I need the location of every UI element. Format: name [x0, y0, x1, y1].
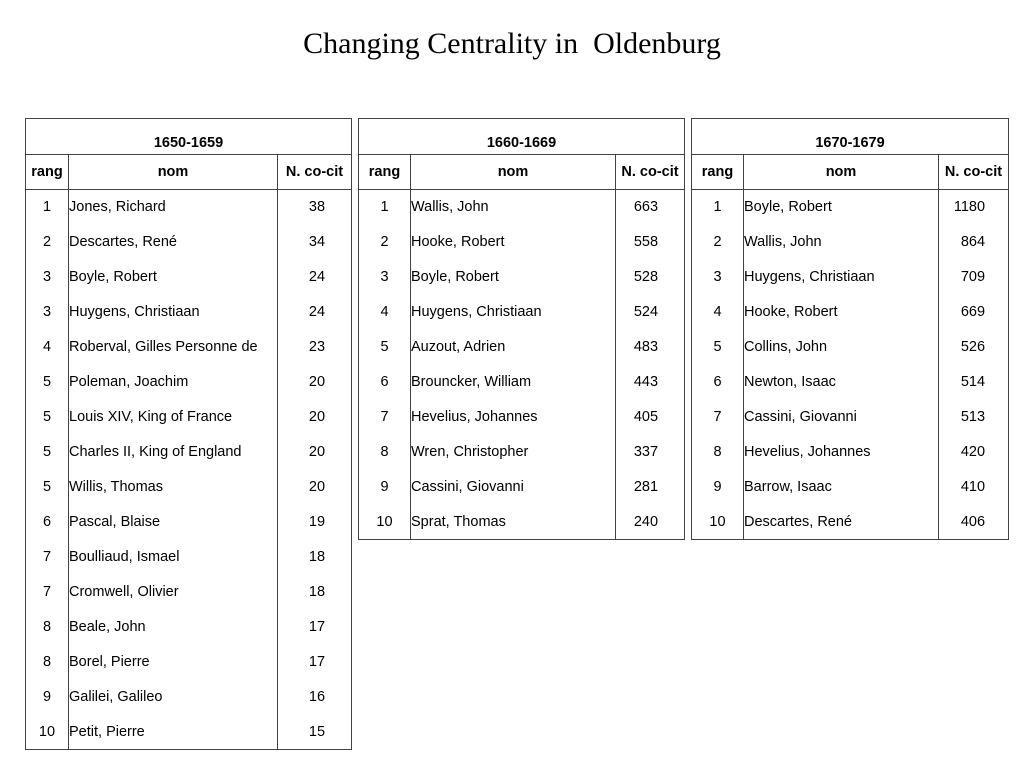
- co-citation-count-cell: 663: [616, 190, 685, 225]
- rank-cell: 5: [26, 435, 69, 470]
- co-citation-count-cell: 20: [278, 470, 352, 505]
- ranking-table-1660-1669: [358, 118, 685, 540]
- table-row: [26, 575, 352, 610]
- co-citation-count-cell: 513: [939, 400, 1009, 435]
- rank-cell: 9: [359, 470, 411, 505]
- table-row: [26, 260, 352, 295]
- table-row: [692, 260, 1009, 295]
- table-row: [359, 295, 685, 330]
- ranking-table-1670-1679: [691, 118, 1009, 540]
- name-cell: Hevelius, Johannes: [411, 400, 616, 435]
- period-header: 1660-1669: [359, 119, 685, 155]
- name-cell: Louis XIV, King of France: [69, 400, 278, 435]
- co-citation-count-cell: 410: [939, 470, 1009, 505]
- name-cell: Cassini, Giovanni: [744, 400, 939, 435]
- co-citation-count-cell: 669: [939, 295, 1009, 330]
- name-cell: Descartes, René: [69, 225, 278, 260]
- rank-cell: 4: [692, 295, 744, 330]
- table-row: [692, 330, 1009, 365]
- co-citation-count-cell: 20: [278, 400, 352, 435]
- name-cell: Brouncker, William: [411, 365, 616, 400]
- column-header-rank: rang: [692, 155, 744, 190]
- co-citation-count-cell: 18: [278, 540, 352, 575]
- name-cell: Cromwell, Olivier: [69, 575, 278, 610]
- name-cell: Wren, Christopher: [411, 435, 616, 470]
- co-citation-count-cell: 709: [939, 260, 1009, 295]
- rank-cell: 10: [26, 715, 69, 750]
- table-row: [26, 680, 352, 715]
- co-citation-count-cell: 17: [278, 610, 352, 645]
- rank-cell: 1: [359, 190, 411, 225]
- rank-cell: 3: [692, 260, 744, 295]
- name-cell: Huygens, Christiaan: [69, 295, 278, 330]
- name-cell: Auzout, Adrien: [411, 330, 616, 365]
- rank-cell: 7: [26, 540, 69, 575]
- table-row: [359, 435, 685, 470]
- table-row: [359, 260, 685, 295]
- name-cell: Hooke, Robert: [411, 225, 616, 260]
- table-row: [359, 330, 685, 365]
- co-citation-count-cell: 281: [616, 470, 685, 505]
- co-citation-count-cell: 514: [939, 365, 1009, 400]
- rank-cell: 8: [26, 645, 69, 680]
- period-header: 1650-1659: [26, 119, 352, 155]
- table-row: [26, 190, 352, 225]
- co-citation-count-cell: 24: [278, 295, 352, 330]
- co-citation-count-cell: 526: [939, 330, 1009, 365]
- column-header-count: N. co-cit: [616, 155, 685, 190]
- co-citation-count-cell: 38: [278, 190, 352, 225]
- column-header-name: nom: [744, 155, 939, 190]
- co-citation-count-cell: 18: [278, 575, 352, 610]
- name-cell: Pascal, Blaise: [69, 505, 278, 540]
- rank-cell: 2: [26, 225, 69, 260]
- table-row: [26, 645, 352, 680]
- co-citation-count-cell: 1180: [939, 190, 1009, 225]
- rank-cell: 1: [692, 190, 744, 225]
- co-citation-count-cell: 406: [939, 505, 1009, 540]
- rank-cell: 7: [692, 400, 744, 435]
- co-citation-count-cell: 23: [278, 330, 352, 365]
- table-row: [692, 470, 1009, 505]
- table-row: [692, 225, 1009, 260]
- table-row: [26, 435, 352, 470]
- name-cell: Boyle, Robert: [744, 190, 939, 225]
- table-row: [359, 505, 685, 540]
- table-row: [26, 400, 352, 435]
- name-cell: Poleman, Joachim: [69, 365, 278, 400]
- rank-cell: 2: [359, 225, 411, 260]
- rank-cell: 7: [26, 575, 69, 610]
- rank-cell: 3: [26, 260, 69, 295]
- column-header-name: nom: [69, 155, 278, 190]
- name-cell: Hooke, Robert: [744, 295, 939, 330]
- table-row: [692, 400, 1009, 435]
- column-header-count: N. co-cit: [939, 155, 1009, 190]
- rank-cell: 5: [692, 330, 744, 365]
- name-cell: Hevelius, Johannes: [744, 435, 939, 470]
- rank-cell: 6: [692, 365, 744, 400]
- co-citation-count-cell: 34: [278, 225, 352, 260]
- rank-cell: 5: [26, 470, 69, 505]
- table-row: [26, 715, 352, 750]
- co-citation-count-cell: 240: [616, 505, 685, 540]
- table-row: [26, 330, 352, 365]
- name-cell: Wallis, John: [744, 225, 939, 260]
- table-row: [359, 190, 685, 225]
- name-cell: Boulliaud, Ismael: [69, 540, 278, 575]
- co-citation-count-cell: 17: [278, 645, 352, 680]
- co-citation-count-cell: 16: [278, 680, 352, 715]
- table-row: [359, 470, 685, 505]
- rank-cell: 4: [359, 295, 411, 330]
- name-cell: Huygens, Christiaan: [744, 260, 939, 295]
- name-cell: Borel, Pierre: [69, 645, 278, 680]
- table-row: [26, 610, 352, 645]
- name-cell: Collins, John: [744, 330, 939, 365]
- table-row: [692, 190, 1009, 225]
- name-cell: Descartes, René: [744, 505, 939, 540]
- co-citation-count-cell: 20: [278, 435, 352, 470]
- rank-cell: 5: [26, 400, 69, 435]
- period-header: 1670-1679: [692, 119, 1009, 155]
- name-cell: Sprat, Thomas: [411, 505, 616, 540]
- name-cell: Willis, Thomas: [69, 470, 278, 505]
- rank-cell: 10: [359, 505, 411, 540]
- name-cell: Cassini, Giovanni: [411, 470, 616, 505]
- co-citation-count-cell: 24: [278, 260, 352, 295]
- table-row: [692, 435, 1009, 470]
- name-cell: Roberval, Gilles Personne de: [69, 330, 278, 365]
- column-header-rank: rang: [26, 155, 69, 190]
- co-citation-count-cell: 864: [939, 225, 1009, 260]
- rank-cell: 4: [26, 330, 69, 365]
- slide-title: Changing Centrality in Oldenburg: [303, 27, 721, 60]
- table-row: [26, 505, 352, 540]
- table-row: [692, 505, 1009, 540]
- co-citation-count-cell: 405: [616, 400, 685, 435]
- rank-cell: 9: [692, 470, 744, 505]
- table-row: [359, 365, 685, 400]
- co-citation-count-cell: 15: [278, 715, 352, 750]
- rank-cell: 3: [26, 295, 69, 330]
- name-cell: Barrow, Isaac: [744, 470, 939, 505]
- name-cell: Jones, Richard: [69, 190, 278, 225]
- rank-cell: 5: [26, 365, 69, 400]
- co-citation-count-cell: 20: [278, 365, 352, 400]
- column-header-rank: rang: [359, 155, 411, 190]
- co-citation-count-cell: 443: [616, 365, 685, 400]
- table-row: [692, 365, 1009, 400]
- rank-cell: 3: [359, 260, 411, 295]
- column-header-name: nom: [411, 155, 616, 190]
- name-cell: Boyle, Robert: [69, 260, 278, 295]
- table-row: [692, 295, 1009, 330]
- rank-cell: 1: [26, 190, 69, 225]
- co-citation-count-cell: 420: [939, 435, 1009, 470]
- name-cell: Wallis, John: [411, 190, 616, 225]
- co-citation-count-cell: 524: [616, 295, 685, 330]
- table-row: [26, 470, 352, 505]
- name-cell: Newton, Isaac: [744, 365, 939, 400]
- table-row: [26, 540, 352, 575]
- name-cell: Huygens, Christiaan: [411, 295, 616, 330]
- table-row: [26, 225, 352, 260]
- rank-cell: 9: [26, 680, 69, 715]
- co-citation-count-cell: 337: [616, 435, 685, 470]
- table-row: [359, 400, 685, 435]
- co-citation-count-cell: 558: [616, 225, 685, 260]
- name-cell: Charles II, King of England: [69, 435, 278, 470]
- name-cell: Petit, Pierre: [69, 715, 278, 750]
- name-cell: Beale, John: [69, 610, 278, 645]
- rank-cell: 6: [26, 505, 69, 540]
- rank-cell: 2: [692, 225, 744, 260]
- ranking-table-1650-1659: [25, 118, 352, 750]
- co-citation-count-cell: 19: [278, 505, 352, 540]
- name-cell: Galilei, Galileo: [69, 680, 278, 715]
- column-header-count: N. co-cit: [278, 155, 352, 190]
- table-row: [26, 365, 352, 400]
- co-citation-count-cell: 528: [616, 260, 685, 295]
- rank-cell: 8: [692, 435, 744, 470]
- name-cell: Boyle, Robert: [411, 260, 616, 295]
- rank-cell: 8: [359, 435, 411, 470]
- rank-cell: 7: [359, 400, 411, 435]
- rank-cell: 10: [692, 505, 744, 540]
- table-row: [26, 295, 352, 330]
- co-citation-count-cell: 483: [616, 330, 685, 365]
- rank-cell: 6: [359, 365, 411, 400]
- rank-cell: 8: [26, 610, 69, 645]
- table-row: [359, 225, 685, 260]
- rank-cell: 5: [359, 330, 411, 365]
